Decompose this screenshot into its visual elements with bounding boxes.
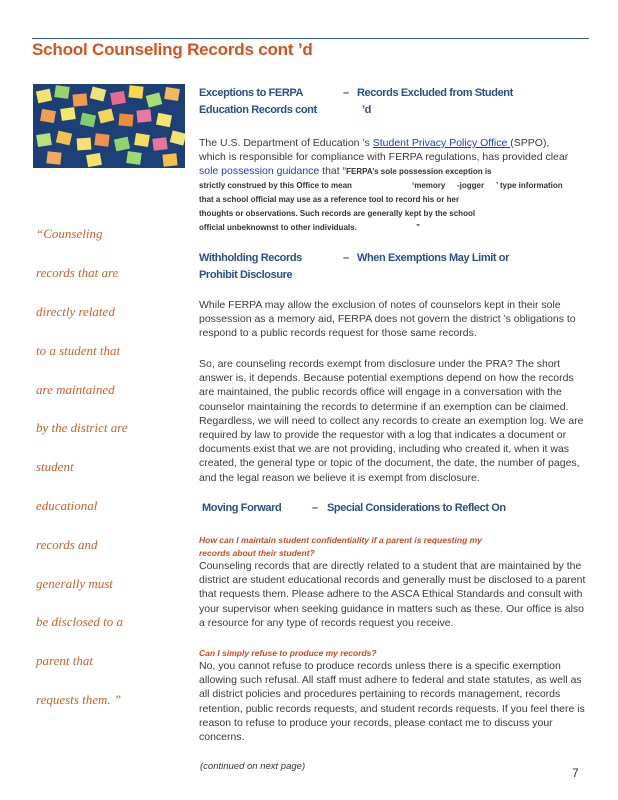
heading-text: When Exemptions May Limit or bbox=[357, 252, 509, 264]
sidebar-quote-line: by the district are bbox=[36, 420, 128, 435]
sidebar-quote-line: generally must bbox=[36, 576, 113, 591]
paragraph-pra-exemptions: So, are counseling records exempt from disclosure under the PRA? The short answer is, it depends. Because potential exemptions depend on how the records are maintained, the public records office will engage in a conversation with the counselor maintaining the records to determine if an exemption can be claimed. Regardless, we will need to collect any records to create an exemption log. We are required by law to provide the requestor with a log that indicates a document or documents exist that we are not providing, including who created it, when it was created, the general type or topic of the document, the date, the number of pages, and the legal reason we believe it is exempt from disclosure. bbox=[199, 358, 584, 484]
question-confidentiality: How can I maintain student confidentiality if a parent is requesting my bbox=[199, 535, 482, 545]
heading-text: Special Considerations to Reflect On bbox=[327, 502, 506, 514]
sppo-link[interactable]: Student Privacy Policy Office bbox=[372, 137, 511, 149]
sidebar-quote-line: student bbox=[36, 459, 74, 474]
quote-text: official unbeknownst to other individuals. bbox=[199, 223, 357, 232]
sole-possession-guidance-link[interactable]: sole possession guidance bbox=[199, 165, 320, 178]
answer-refuse: No, you cannot refuse to produce records unless there is a specific exemption allowing such refusal. All staff must adhere to federal and state statutes, as well as all district policies and procedures pertaining to records management, records retention, public records requests, and student records requests. If you feel there is reason to refuse to produce your records, please contact me to discuss your concerns. bbox=[199, 660, 585, 744]
quote-text: ’ type information bbox=[496, 181, 563, 190]
quote-text: FERPA’s sole possession exception is bbox=[346, 167, 492, 177]
page-number: 7 bbox=[572, 766, 579, 780]
heading-text: Exceptions to FERPA bbox=[199, 87, 304, 99]
continued-note: (continued on next page) bbox=[200, 761, 306, 772]
quote-text: strictly construed by this Office to mean bbox=[199, 181, 352, 190]
text: (SPPO), bbox=[510, 137, 550, 149]
heading-text: Records Excluded from Student bbox=[357, 87, 513, 99]
answer-confidentiality: Counseling records that are directly related to a student that are maintained by the district are student educational records and generally must be disclosed to a parent that requests them. Please adhere to the ASCA Ethical Standards and consult with your supervisor when seeking guidance in matters such as these. Our office is also a resource for any type of records request you receive. bbox=[199, 560, 586, 629]
question-refuse: Can I simply refuse to produce my records? bbox=[199, 648, 377, 658]
sidebar-quote-line: be disclosed to a bbox=[36, 614, 124, 629]
heading-dash: – bbox=[343, 252, 349, 264]
sidebar-quote-line: directly related bbox=[36, 304, 115, 319]
quote-text: ‘memory bbox=[412, 181, 446, 190]
sidebar-quote-line: “Counseling bbox=[36, 226, 103, 241]
title-rule bbox=[32, 38, 589, 39]
text: which is responsible for compliance with FERPA regulations, has provided clear bbox=[199, 151, 569, 164]
quote-text: thoughts or observations. Such records are generally kept by the school bbox=[199, 209, 476, 218]
heading-text: Prohibit Disclosure bbox=[199, 269, 293, 281]
paragraph-ferpa-notes: While FERPA may allow the exclusion of notes of counselors kept in their sole possession as a memory aid, FERPA does not govern the district ’s obligations to respond to a public records request for those same records. bbox=[199, 299, 576, 340]
quote-text: ” bbox=[416, 223, 420, 232]
text: that “ bbox=[319, 165, 347, 178]
section-heading-moving-forward: Moving Forward bbox=[202, 502, 282, 514]
heading-text: ’d bbox=[362, 104, 371, 116]
sidebar-quote-line: educational bbox=[36, 498, 98, 513]
sidebar-quote-line: records that are bbox=[36, 265, 119, 280]
sidebar-quote-line: to a student that bbox=[36, 343, 121, 358]
section-heading-withholding: Withholding Records bbox=[199, 252, 302, 264]
paragraph-sppo bbox=[199, 136, 589, 179]
text: The U.S. Department of Education ’s bbox=[199, 137, 373, 149]
sidebar-quote-line: requests them. ” bbox=[36, 692, 122, 707]
section-heading-exceptions bbox=[199, 87, 303, 99]
question-confidentiality-cont: records about their student? bbox=[199, 548, 315, 558]
page-title: School Counseling Records cont ’d bbox=[32, 40, 313, 59]
heading-dash: – bbox=[312, 502, 318, 514]
sidebar-quote-line: parent that bbox=[36, 653, 93, 668]
sidebar-quote-line: records and bbox=[36, 537, 98, 552]
heading-dash: – bbox=[343, 87, 349, 99]
quote-text: that a school official may use as a reference tool to record his or her bbox=[199, 195, 460, 204]
heading-text: Education Records cont bbox=[199, 104, 317, 116]
quote-text: -jogger bbox=[457, 181, 485, 190]
sticky-notes-photo bbox=[33, 84, 185, 168]
sidebar-quote-line: are maintained bbox=[36, 382, 115, 397]
